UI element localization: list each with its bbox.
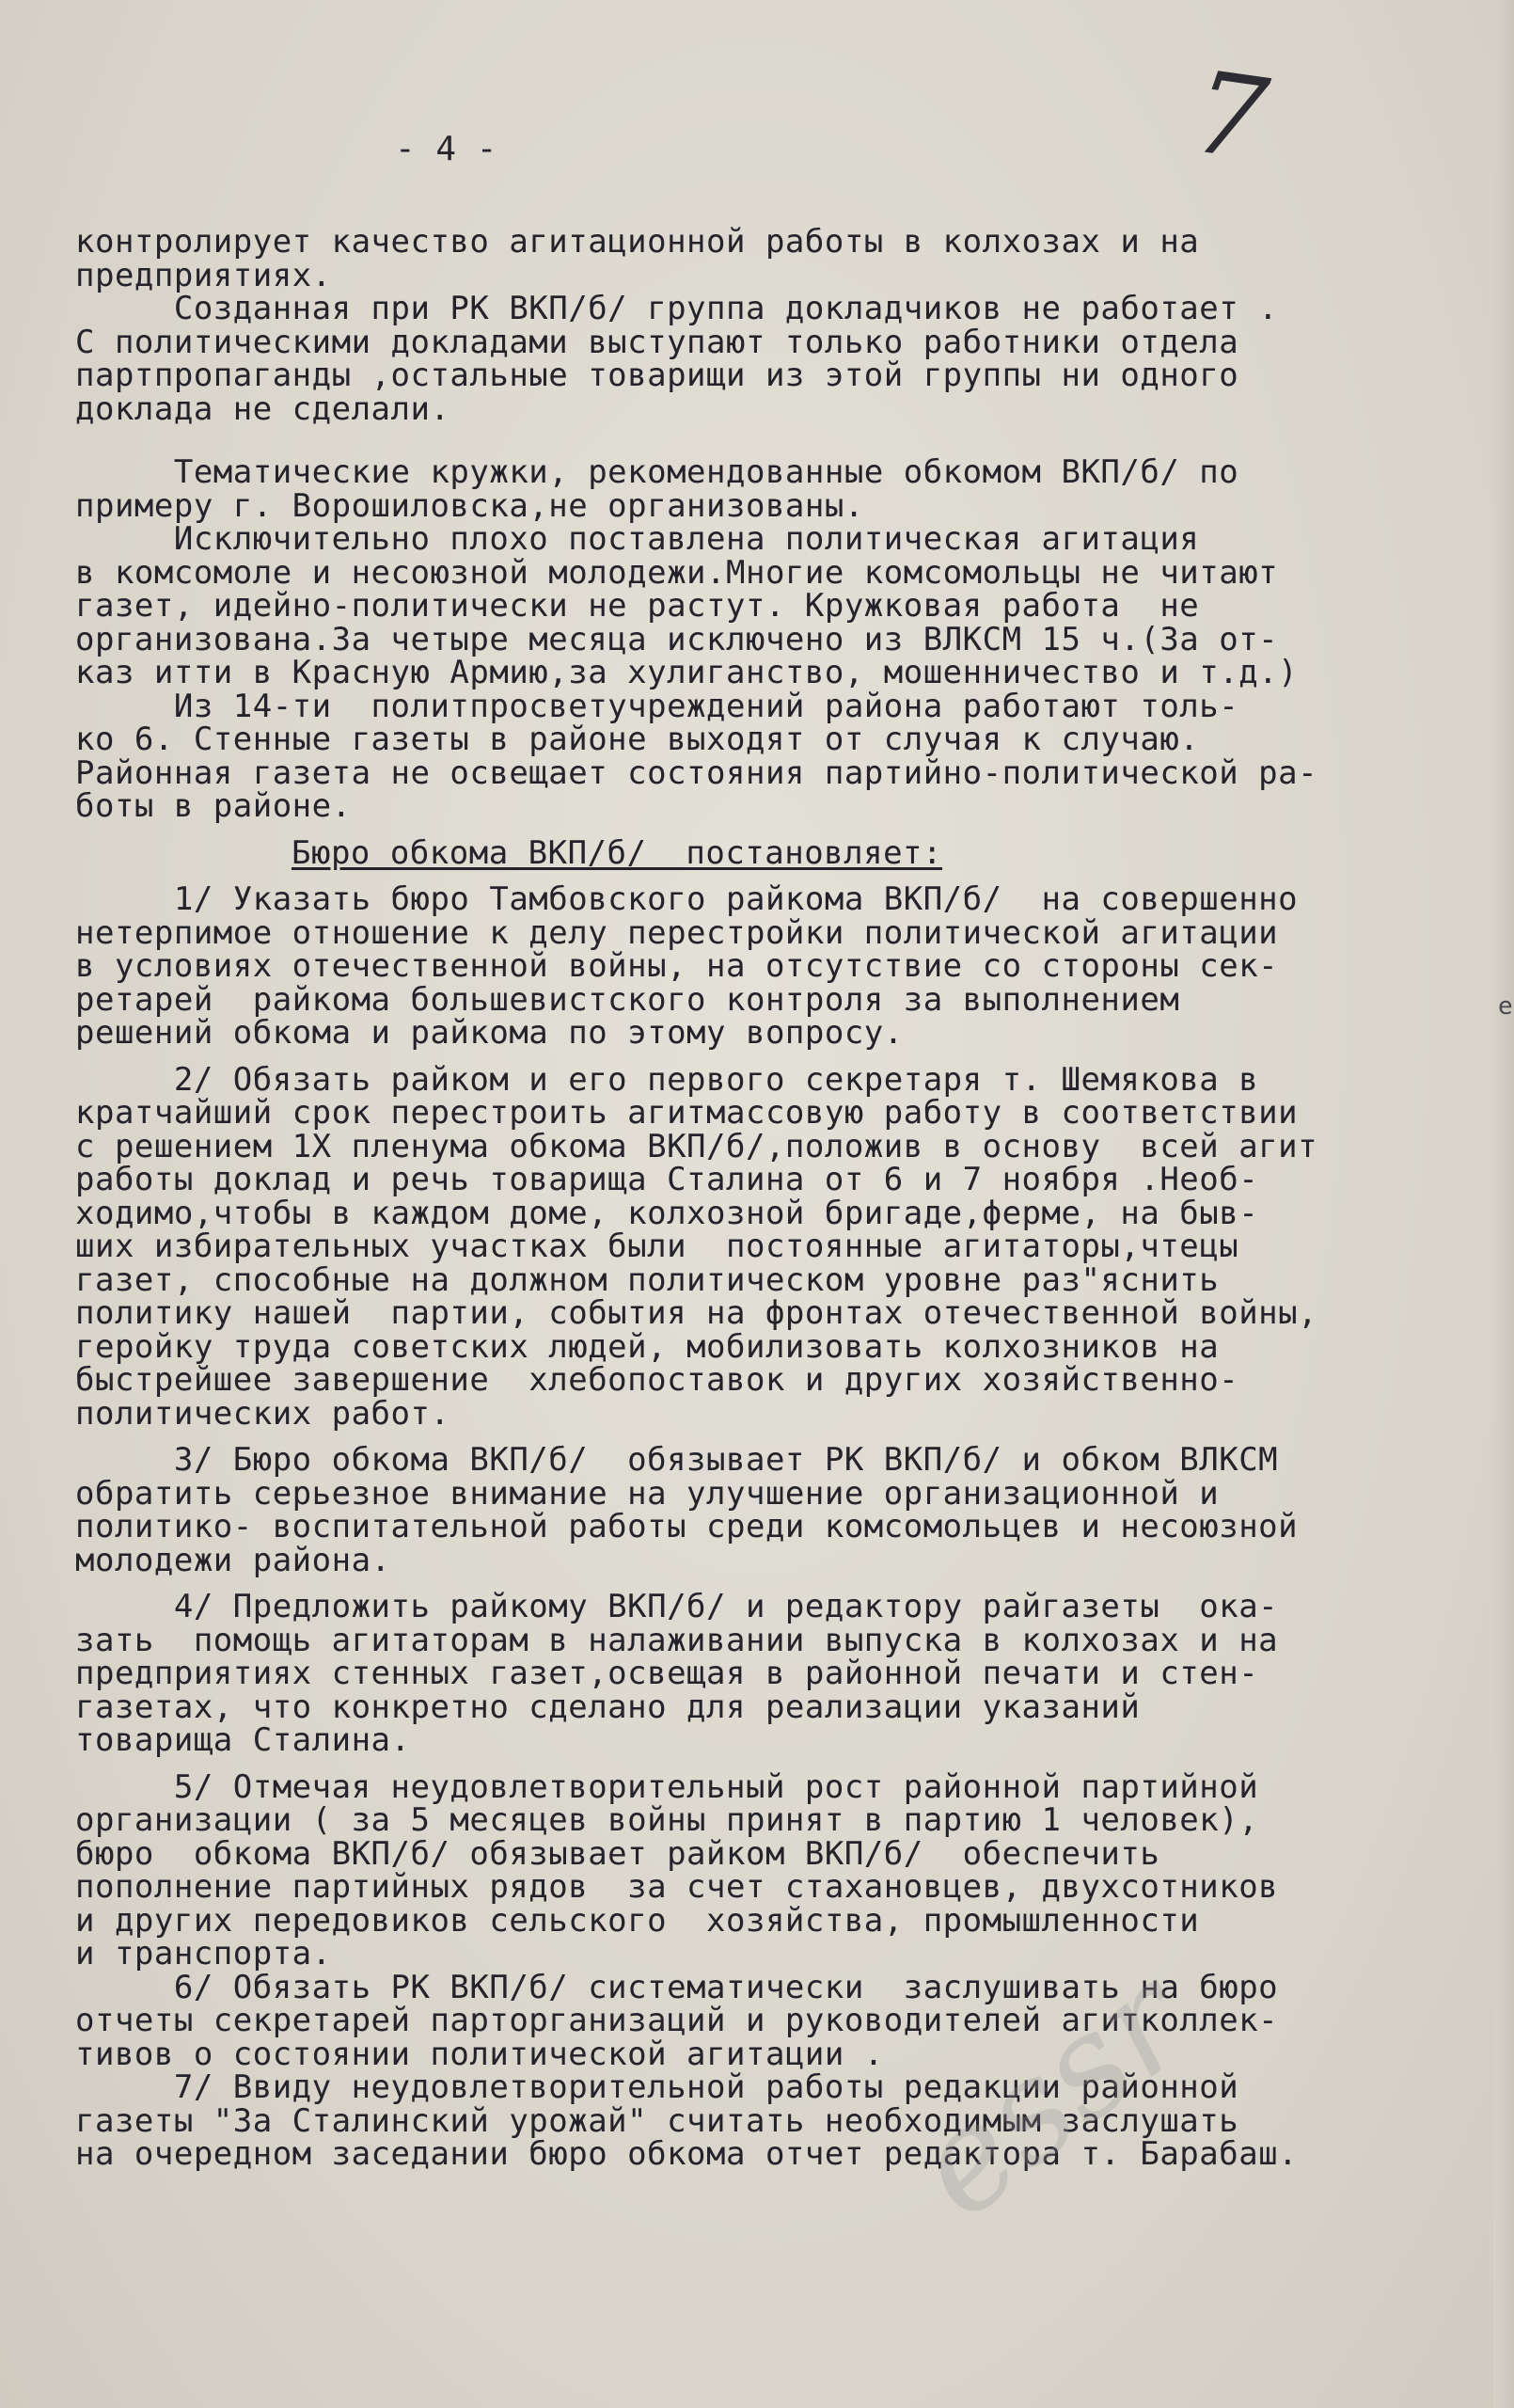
text-line: С политическими докладами выступают только работники отдела <box>75 323 1239 361</box>
edge-mark: е <box>1498 992 1513 1021</box>
resolution-heading-text: Бюро обкома ВКП/б/ постановляет: <box>292 833 943 872</box>
text-line: обратить серьезное внимание на улучшение организационной и <box>75 1474 1220 1513</box>
text-line: товарища Сталина. <box>75 1721 411 1759</box>
resolution-heading <box>292 833 1500 872</box>
text-line: тивов о состоянии политической агитации . <box>75 2035 884 2073</box>
text-line: газеты "За Сталинский урожай" считать необходимым заслушать <box>75 2101 1239 2140</box>
text-line: газетах, что конкретно сделано для реализации указаний <box>75 1687 1141 1726</box>
text-line: пополнение партийных рядов за счет стахановцев, двухсотников <box>75 1868 1279 1906</box>
text-line: молодежи района. <box>75 1541 391 1579</box>
text-line: на очередном заседании бюро обкома отчет редактора т. Барабаш. <box>75 2135 1299 2173</box>
text-line: геройку труда советских людей, мобилизовать колхозников на <box>75 1327 1220 1366</box>
text-line: в комсомоле и несоюзной молодежи.Многие комсомольцы не читают <box>75 553 1279 592</box>
text-line: Созданная при РК ВКП/б/ группа докладчиков не работает . <box>75 290 1279 327</box>
text-line: газет, способные на должном политическом уровне раз"яснить <box>75 1260 1220 1299</box>
text-line: и транспорта. <box>75 1935 332 1972</box>
text-line: ретарей райкома большевистского контроля за выполнением <box>75 980 1180 1019</box>
text-line: 6/ Обязать РК ВКП/б/ систематически заслушивать на бюро <box>75 1968 1279 2006</box>
text-line: отчеты секретарей парторганизаций и руководителей агитколлек- <box>75 2002 1279 2039</box>
text-line: работы доклад и речь товарища Сталина от 6 и 7 ноября .Необ- <box>75 1161 1259 1198</box>
text-line: в условиях отечественной войны, на отсутствие со стороны сек- <box>75 947 1279 985</box>
text-line: ходимо,чтобы в каждом доме, колхозной бригаде,ферме, на быв- <box>75 1194 1259 1232</box>
text-line: партпропаганды ,остальные товарищи из этой группы ни одного <box>75 356 1239 394</box>
text-line: 1/ Указать бюро Тамбовского райкома ВКП/б/ на совершенно <box>75 880 1299 918</box>
text-line: 3/ Бюро обкома ВКП/б/ обязывает РК ВКП/б/ и обком ВЛКСМ <box>75 1441 1279 1479</box>
text-line: быстрейшее завершение хлебопоставок и других хозяйственно- <box>75 1361 1239 1399</box>
text-line: Тематические кружки, рекомендованные обкомом ВКП/б/ по <box>75 453 1239 491</box>
folio-number: 7 <box>1185 47 1275 187</box>
text-line: примеру г. Ворошиловска,не организованы. <box>75 486 864 525</box>
text-line: нетерпимое отношение к делу перестройки политической агитации <box>75 913 1279 952</box>
text-line: ко 6. Стенные газеты в районе выходят от случая к случаю. <box>75 721 1200 758</box>
text-line: политику нашей партии, события на фронтах отечественной войны, <box>75 1294 1318 1332</box>
text-line: 4/ Предложить райкому ВКП/б/ и редактору райгазеты ока- <box>75 1588 1279 1625</box>
text-line: предприятиях стенных газет,освещая в районной печати и стен- <box>75 1655 1259 1692</box>
text-line: и других передовиков сельского хозяйства, промышленности <box>75 1901 1200 1940</box>
text-line: 2/ Обязать райком и его первого секретаря т. Шемякова в <box>75 1060 1259 1099</box>
text-line: контролирует качество агитационной работы в колхозах и на <box>75 223 1200 261</box>
paragraph-gap <box>75 426 1500 456</box>
document-body <box>75 223 1500 2173</box>
text-line: зать помощь агитаторам в налаживании выпуска в колхозах и на <box>75 1621 1279 1659</box>
text-line: 5/ Отмечая неудовлетворительный рост районной партийной <box>75 1767 1259 1806</box>
text-line: политических работ. <box>75 1394 450 1433</box>
text-line: с решением 1Х пленума обкома ВКП/б/,положив в основу всей агит <box>75 1127 1318 1165</box>
page-number: - 4 - <box>395 130 497 168</box>
text-line: боты в районе. <box>75 787 352 825</box>
text-line: политико- воспитательной работы среди комсомольцев и несоюзной <box>75 1508 1299 1545</box>
text-line: предприятиях. <box>75 256 332 294</box>
text-line: организована.За четыре месяца исключено из ВЛКСМ 15 ч.(За от- <box>75 620 1279 658</box>
archive-stamp: essr <box>883 1939 1218 2251</box>
text-line: бюро обкома ВКП/б/ обязывает райком ВКП/б/ обеспечить <box>75 1834 1160 1873</box>
text-line: каз итти в Красную Армию,за хулиганство, мошенничество и т.д.) <box>75 654 1299 691</box>
text-line: Районная газета не освещает состояния партийно-политической ра- <box>75 753 1318 792</box>
text-line: решений обкома и райкома по этому вопросу. <box>75 1014 904 1052</box>
text-line: ших избирательных участках были постоянные агитаторы,чтецы <box>75 1228 1239 1265</box>
text-line: Из 14-ти политпросветучреждений района работают толь- <box>75 687 1239 725</box>
text-line: газет, идейно-политически не растут. Кружковая работа не <box>75 587 1200 625</box>
text-line: доклада не сделали. <box>75 389 450 428</box>
text-line: 7/ Ввиду неудовлетворительной работы редакции районной <box>75 2068 1239 2106</box>
text-line: кратчайший срок перестроить агитмассовую работу в соответствии <box>75 1094 1299 1132</box>
text-line: организации ( за 5 месяцев войны принят в партию 1 человек), <box>75 1801 1259 1839</box>
text-line: Исключительно плохо поставлена политическая агитация <box>75 520 1200 558</box>
